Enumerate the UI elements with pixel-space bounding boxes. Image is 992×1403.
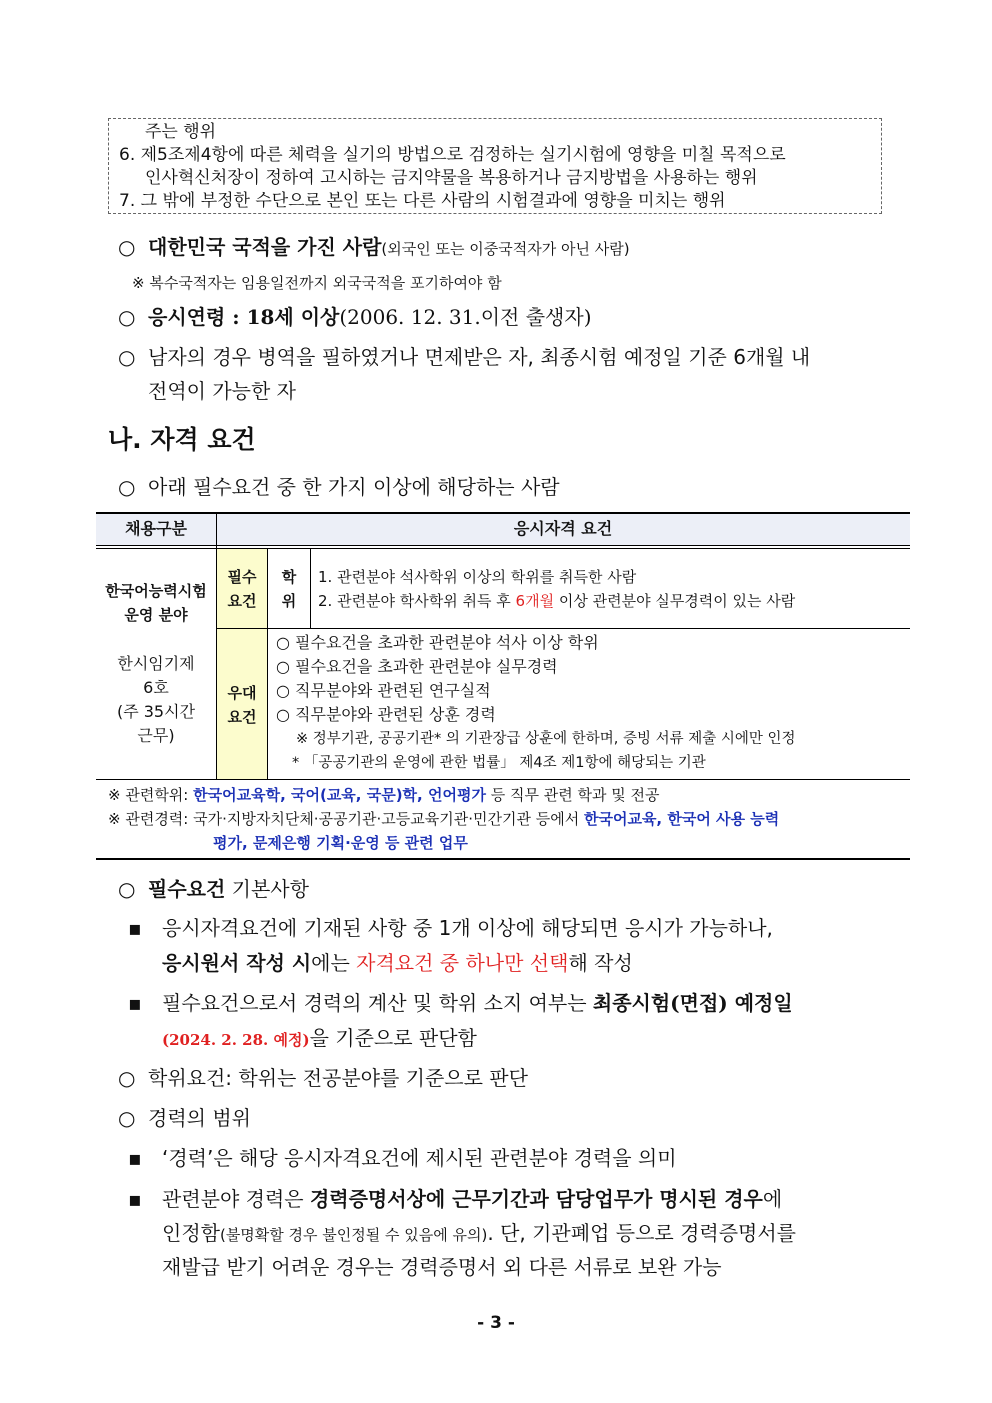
note-label: ※ 관련경력: 국가·지방자치단체·공공기관·고등교육기관·민간기관 등에서 [108,810,584,828]
box-line: 6. 제5조제4항에 따른 체력을 실기의 방법으로 검정하는 실기시험에 영향을 미칠 목적으로 [119,145,786,165]
table-rule [96,779,910,780]
basics-item1 [128,911,773,945]
nationality-note: ※ 복수국적자는 임용일전까지 외국국적을 포기하여야 함 [132,274,502,292]
career-scope-item [118,1103,251,1133]
page-number: - 3 - [477,1313,515,1333]
rank-line3: (주 35시간 [116,702,196,721]
required-item [318,590,795,612]
related-career-list: 평가, 문제은행 기획·운영 등 관련 업무 [213,834,468,852]
circle-bullet-icon: ○ [118,1066,136,1090]
basics-item1-text: 에는 [311,951,357,975]
table-rule [310,548,311,628]
career-item2-text: . 단, 기관폐업 등으로 경력증명서를 [487,1221,796,1245]
age-rest: (2006. 12. 31.이전 출생자) [339,305,592,329]
military-line1: 남자의 경우 병역을 필하였거나 면제받은 자, 최종시험 예정일 기준 6개월 내 [148,345,811,369]
required-label-bg [217,549,267,628]
required-item: 1. 관련분야 석사학위 이상의 학위를 취득한 사람 [318,568,637,586]
basics-item2-text: 을 기준으로 판단함 [309,1026,477,1050]
career-item2-text: 에 [762,1187,783,1211]
degree-requirement-text: 학위요건: 학위는 전공분야를 기준으로 판단 [148,1066,528,1090]
header-requirements: 응시자격 요건 [513,519,613,538]
basics-title [118,874,309,904]
basics-item2-text: 필수요건으로서 경력의 계산 및 학위 소지 여부는 [162,991,593,1015]
basics-item1-text: 응시자격요건에 기재된 사항 중 1개 이상에 해당되면 응시가 가능하나, [162,916,773,940]
table-rule [96,858,910,860]
related-career-list: 한국어교육, 한국어 사용 능력 [583,810,780,828]
related-degree-list: 한국어교육학, 국어(교육, 국문)학, 언어평가 [193,786,486,804]
preferred-item: ○ 직무분야와 관련된 연구실적 [276,681,491,700]
career-item2-line3: 재발급 받기 어려운 경우는 경력증명서 외 다른 서류로 보완 가능 [162,1255,722,1279]
circle-bullet-icon: ○ [118,345,136,369]
degree-requirement-item [118,1063,528,1093]
intro-text: 아래 필수요건 중 한 가지 이상에 해당하는 사람 [148,475,560,499]
note-text: 등 직무 관련 학과 및 전공 [485,786,660,804]
table-rule [216,628,910,629]
header-category: 채용구분 [125,519,187,538]
prohibited-acts-box [108,118,882,214]
preferred-label1: 우대 [227,684,257,702]
preferred-label2: 요건 [227,708,257,726]
career-item1 [128,1141,677,1175]
table-rule [96,545,910,546]
basics-item2-line2 [162,1021,477,1057]
nationality-item [118,232,630,264]
preferred-item: ○ 직무분야와 관련된 상훈 경력 [276,705,496,724]
square-bullet-icon: ▪ [128,1146,142,1170]
career-item2 [128,1182,782,1216]
circle-bullet-icon: ○ [118,305,136,329]
related-degree-note [108,784,659,806]
square-bullet-icon: ▪ [128,991,142,1015]
rank-line4: 근무) [137,726,175,745]
age-bold: 응시연령 : 18세 이상 [148,305,340,329]
note-label: ※ 관련학위: [108,786,194,804]
basics-item2-bold: 최종시험(면접) 예정일 [592,991,793,1015]
box-line: 주는 행위 [145,122,217,142]
basics-item2 [128,986,793,1020]
career-item2-text: 인정함 [162,1221,220,1245]
required-item-text: 이상 관련분야 실무경력이 있는 사람 [554,592,796,610]
section-heading: 나. 자격 요건 [108,425,256,454]
military-line2: 전역이 가능한 자 [148,379,296,403]
intro-item [118,472,560,502]
box-line: 인사혁신처장이 정하여 고시하는 금지약물을 복용하거나 금지방법을 사용하는 행위 [145,168,758,188]
related-career-note [108,808,779,830]
required-label2: 요건 [227,592,257,610]
career-item2-line2 [162,1216,796,1252]
square-bullet-icon: ▪ [128,916,142,940]
career-scope-text: 경력의 범위 [148,1106,251,1130]
square-bullet-icon: ▪ [128,1187,142,1211]
preferred-note: * 「공공기관의 운영에 관한 법률」 제4조 제1항에 해당되는 기관 [292,755,706,771]
preferred-item: ○ 필수요건을 초과한 관련분야 석사 이상 학위 [276,633,599,652]
box-line: 7. 그 밖에 부정한 수단으로 본인 또는 다른 사람의 시험결과에 영향을 미치는 행위 [119,191,726,211]
basics-item1-text: 해 작성 [568,951,633,975]
nationality-bold: 대한민국 국적을 가진 사람 [148,235,382,259]
required-label1: 필수 [227,568,257,586]
preferred-label-bg [217,629,267,779]
basics-title-rest: 기본사항 [225,877,309,901]
preferred-item: ○ 필수요건을 초과한 관련분야 실무경력 [276,657,558,676]
career-item2-small: (불명확할 경우 불인정될 수 있음에 유의) [219,1226,488,1244]
table-rule [96,512,910,514]
circle-bullet-icon: ○ [118,877,136,901]
required-item-text: 2. 관련분야 학사학위 취득 후 [318,592,516,610]
age-item [118,302,592,332]
basics-item2-date: (2024. 2. 28. 예정) [162,1031,310,1049]
basics-item1-bold: 응시원서 작성 시 [162,951,312,975]
required-item-months: 6개월 [515,592,555,610]
degree-label1: 학 [281,568,297,586]
nationality-small: (외국인 또는 이중국적자가 아닌 사람) [381,240,630,258]
career-item2-text: 관련분야 경력은 [162,1187,310,1211]
circle-bullet-icon: ○ [118,475,136,499]
basics-item1-line2 [162,946,633,980]
circle-bullet-icon: ○ [118,1106,136,1130]
basics-item1-red: 자격요건 중 하나만 선택 [356,951,569,975]
field-line2: 운영 분야 [124,606,188,624]
career-item1-text: ‘경력’은 해당 응시자격요건에 제시된 관련분야 경력을 의미 [162,1146,677,1170]
rank-line1: 한시임기제 [117,654,195,673]
field-line1: 한국어능력시험 [105,582,207,600]
basics-title-bold: 필수요건 [148,877,226,901]
circle-bullet-icon: ○ [118,235,136,259]
rank-line2: 6호 [143,678,169,697]
career-item2-bold: 경력증명서상에 근무기간과 담당업무가 명시된 경우 [309,1187,763,1211]
degree-label2: 위 [281,592,297,610]
military-item [118,342,810,372]
qualification-table [96,512,910,859]
preferred-note: ※ 정부기관, 공공기관* 의 기관장급 상훈에 한하며, 증빙 서류 제출 시에만 인정 [296,731,796,747]
